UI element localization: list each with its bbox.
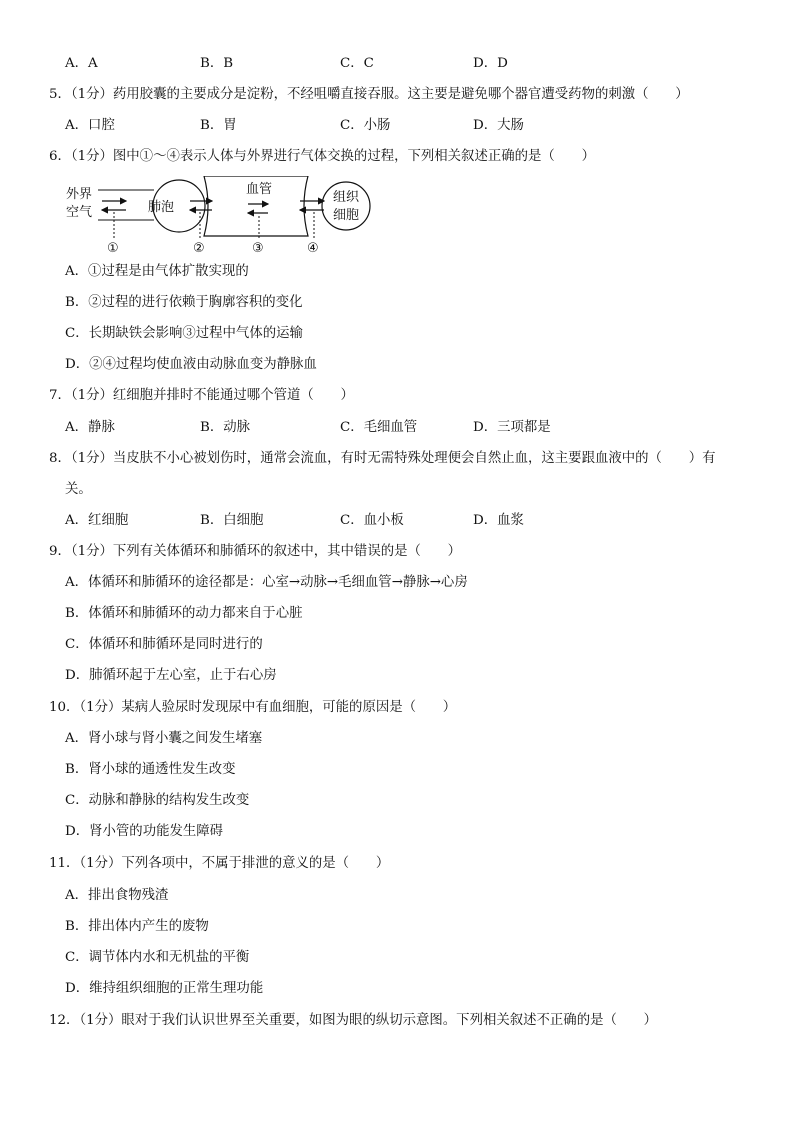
q7-option-a: A．静脉: [65, 420, 115, 435]
q8-stem: 8．（1分）当皮肤不小心被划伤时，通常会流血，有时无需特殊处理便会自然止血，这主要跟血液中的（ ）有: [49, 451, 716, 466]
q9-option-c: C．体循环和肺循环是同时进行的: [65, 637, 263, 652]
q10-stem: 10．（1分）某病人验尿时发现尿中有血细胞，可能的原因是（ ）: [49, 700, 457, 715]
q11-option-d: D．维持组织细胞的正常生理功能: [65, 981, 264, 996]
q5-option-c: C．小肠: [340, 118, 391, 133]
q9-option-d: D．肺循环起于左心室，止于右心房: [65, 668, 277, 683]
q6-option-b: B．②过程的进行依赖于胸廓容积的变化: [65, 295, 303, 310]
q5-stem: 5．（1分）药用胶囊的主要成分是淀粉，不经咀嚼直接吞服。这主要是避免哪个器官遭受药物的刺激（ ）: [49, 87, 689, 102]
q9-stem: 9．（1分）下列有关体循环和肺循环的叙述中，其中错误的是（ ）: [49, 544, 462, 559]
q4-option-b: B．B: [200, 56, 234, 71]
q8-option-c: C．血小板: [340, 513, 404, 528]
q10-option-a: A．肾小球与肾小囊之间发生堵塞: [65, 731, 263, 746]
q6-option-d: D．②④过程均使血液由动脉血变为静脉血: [65, 357, 317, 372]
q11-option-b: B．排出体内产生的废物: [65, 919, 209, 934]
outer-air-label-2: 空气: [66, 205, 93, 220]
q8-option-b: B．白细胞: [200, 513, 264, 528]
blood-vessel-label: 血管: [246, 182, 273, 197]
q6-stem: 6．（1分）图中①～④表示人体与外界进行气体交换的过程，下列相关叙述正确的是（ ）: [49, 149, 595, 164]
marker-2: ②: [193, 241, 205, 256]
q11-stem: 11．（1分）下列各项中，不属于排泄的意义的是（ ）: [49, 856, 390, 871]
q4-option-a: A．A: [65, 56, 98, 71]
q4-option-d: D．D: [473, 56, 508, 71]
q5-option-b: B．胃: [200, 118, 237, 133]
q8-option-a: A．红细胞: [65, 513, 129, 528]
q7-option-d: D．三项都是: [473, 420, 551, 435]
marker-4: ④: [307, 241, 319, 256]
tissue-cell-label-1: 组织: [333, 190, 360, 205]
q11-option-c: C．调节体内水和无机盐的平衡: [65, 950, 250, 965]
q6-option-a: A．①过程是由气体扩散实现的: [65, 264, 249, 279]
q5-option-a: A．口腔: [65, 118, 115, 133]
q8-option-d: D．血浆: [473, 513, 524, 528]
q7-option-b: B．动脉: [200, 420, 251, 435]
q7-option-c: C．毛细血管: [340, 420, 418, 435]
q4-option-c: C．C: [340, 56, 374, 71]
q7-stem: 7．（1分）红细胞并排时不能通过哪个管道（ ）: [49, 388, 354, 403]
q8-stem-continuation: 关。: [65, 482, 92, 497]
tissue-cell-label-2: 细胞: [333, 208, 360, 223]
q11-option-a: A．排出食物残渣: [65, 888, 169, 903]
marker-1: ①: [107, 241, 119, 256]
q6-option-c: C．长期缺铁会影响③过程中气体的运输: [65, 326, 303, 341]
q10-option-d: D．肾小管的功能发生障碍: [65, 824, 224, 839]
outer-air-label-1: 外界: [66, 187, 93, 202]
q10-option-c: C．动脉和静脉的结构发生改变: [65, 793, 250, 808]
q10-option-b: B．肾小球的通透性发生改变: [65, 762, 236, 777]
gas-exchange-diagram: [62, 176, 382, 256]
marker-3: ③: [252, 241, 264, 256]
q12-stem: 12．（1分）眼对于我们认识世界至关重要，如图为眼的纵切示意图。下列相关叙述不正确的是（ ）: [49, 1013, 658, 1028]
alveolus-label: 肺泡: [148, 200, 175, 215]
q9-option-a: A．体循环和肺循环的途径都是：心室→动脉→毛细血管→静脉→心房: [65, 575, 468, 590]
q5-option-d: D．大肠: [473, 118, 524, 133]
q9-option-b: B．体循环和肺循环的动力都来自于心脏: [65, 606, 303, 621]
